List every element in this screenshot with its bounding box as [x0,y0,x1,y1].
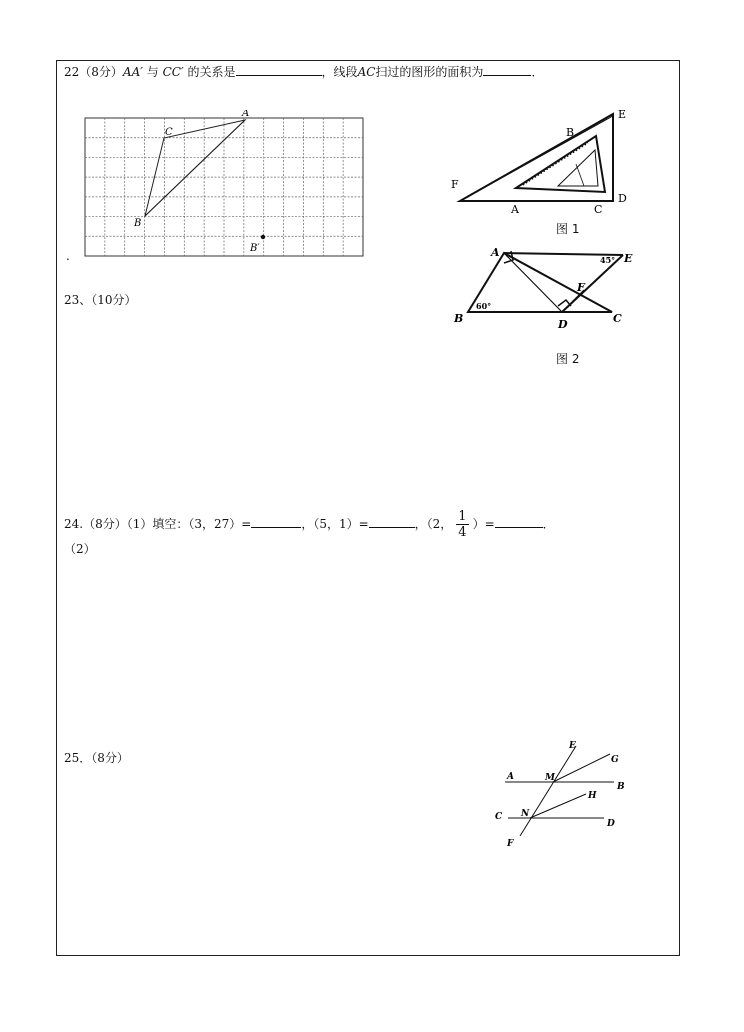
q22-ac: AC [357,65,376,79]
q24-label: 24.（8分）（1）填空： [64,517,189,531]
fig2-label-a: A [491,246,500,259]
q22-blank-relation[interactable] [236,64,322,76]
fig2-segment-ad [504,253,562,312]
q22-cc: CC′ [162,65,184,79]
fig1-label-f: F [451,178,459,191]
q22-dot: . [66,249,70,263]
grid-lines [85,118,363,256]
q24-frac-den: 4 [458,525,467,540]
fig1-label-c: C [594,203,603,216]
fig1-small-triangle [558,150,598,186]
q22-aa: AA′ [122,65,143,79]
fig3-line-ef [520,746,576,836]
grid-label-b-prime: B′ [250,243,260,254]
q22-number: 22 [64,65,80,79]
fig1-label-b: B [566,126,575,139]
q24-sub2: （2） [64,542,96,556]
q24-p1: （3，27）= [188,517,252,531]
q24-p2: ，（5，1）= [301,517,369,531]
fig3-label-d: D [607,819,615,829]
q22-score: （8分） [79,65,123,79]
grid-figure [80,110,370,262]
fig3-label-b: B [617,782,625,792]
q24-frac-num: 1 [458,509,467,524]
point-b-prime [261,235,265,239]
q22-period: ． [531,65,544,79]
figure-3 [490,736,640,850]
fig2-angle-45: 45° [600,255,616,265]
fig2-angle-60: 60° [476,301,492,311]
fig2-label-b: B [454,312,464,325]
q24-blank-1[interactable] [251,516,301,528]
q22-segment-text: ，线段 [321,65,358,79]
fig2-label-c: C [613,312,622,325]
fig1-label-a: A [511,203,519,216]
q22-blank-area[interactable] [483,64,531,76]
fig1-label-d: D [618,192,627,205]
q24-end: ． [542,517,555,531]
fig2-label-e: E [624,252,633,265]
fig3-label-h: H [588,791,597,801]
q24-fraction [456,509,468,540]
grid-label-c: C [165,127,173,138]
q22-relation: 的关系是 [183,65,236,79]
fig2-caption: 图 2 [556,352,580,366]
fig2-label-f: F [577,281,585,294]
fig1-small-line [576,164,584,186]
q24-blank-2[interactable] [369,516,415,528]
fig1-inner-ticks [523,143,588,185]
fig3-label-c: C [495,812,503,822]
q22-text [64,64,543,80]
fig3-label-a: A [507,772,514,782]
fig1-label-e: E [618,108,627,121]
q24-line [64,509,555,540]
q24-blank-3[interactable] [495,516,543,528]
grid-label-a: A [242,110,250,119]
figure-2 [450,246,650,330]
q22-yu: 与 [142,65,163,79]
fig2-label-d: D [558,318,568,330]
fig3-label-g: G [611,755,619,765]
fig3-label-e: E [569,741,576,751]
fig1-caption: 图 1 [556,222,580,236]
fig3-label-n: N [521,809,530,819]
q23-label: 23、（10分） [64,293,137,307]
fig3-label-m: M [545,773,555,783]
q24-p3: ，（2， [414,517,453,531]
figure-1 [448,106,638,218]
q22-area-text: 扫过的图形的面积为 [375,65,484,79]
fig3-line-mg [553,754,610,782]
grid-label-b: B [134,218,142,229]
q25-label: 25．（8分） [64,751,129,765]
q24-p4: ）= [472,517,495,531]
segment-ab [145,120,245,216]
fig3-label-f: F [507,839,514,849]
